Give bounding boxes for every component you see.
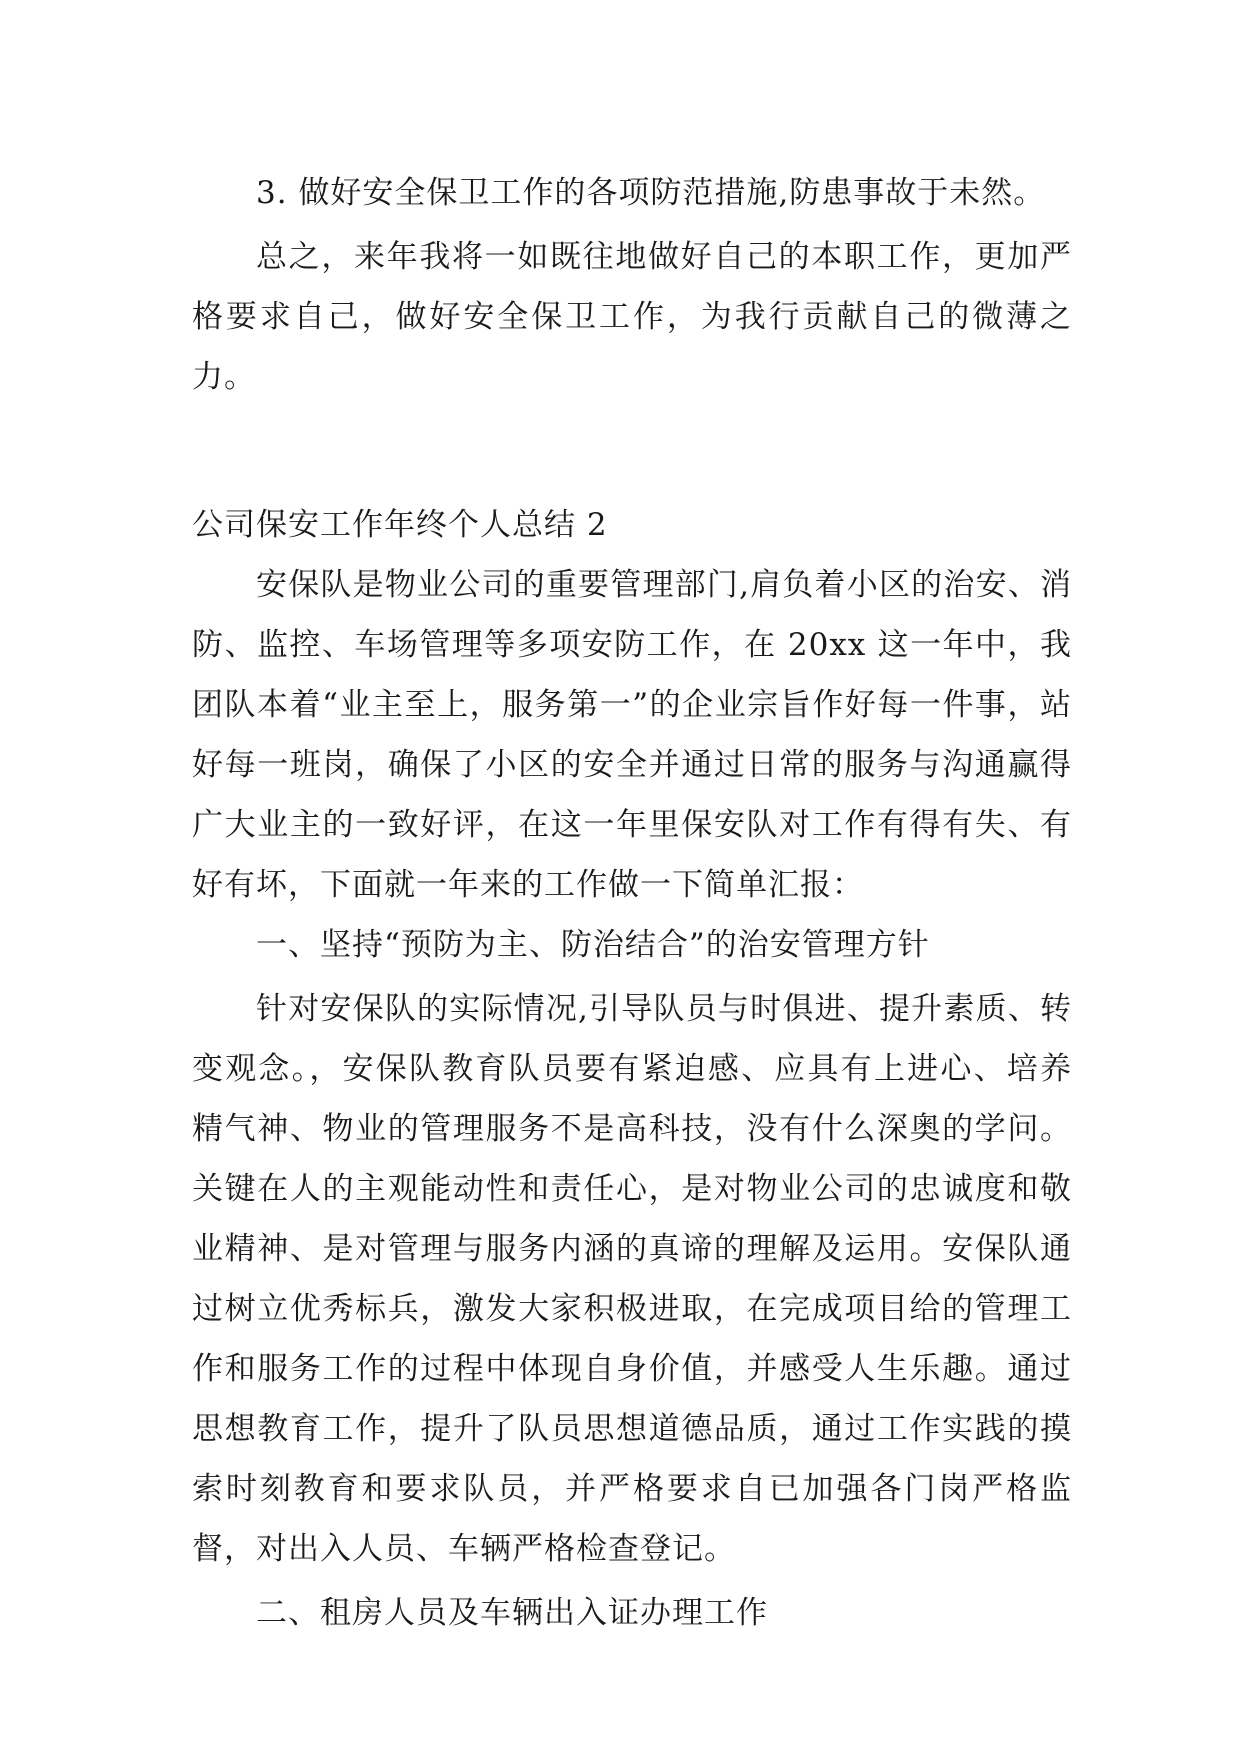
point-2-heading: 二、租房人员及车辆出入证办理工作 bbox=[256, 1595, 768, 1631]
conclusion-paragraph: 总之，来年我将一如既往地做好自己的本职工作，更加严格要求自己，做好安全保卫工作，为我行贡献自己的微薄之力。 bbox=[192, 239, 1072, 395]
intro-paragraph: 安保队是物业公司的重要管理部门,肩负着小区的治安、消防、监控、车场管理等多项安防工作，在 20xx 这一年中，我团队本着“业主至上，服务第一”的企业宗旨作好每一件事，站好每一班岗，确保了小区的安全并通过日常的服务与沟通赢得广大业主的一致好评，在这一年里保安队对工作有得有失、有好有坏，下面就一年来的工作做一下简单汇报： bbox=[192, 567, 1072, 903]
item-3-paragraph: 3. 做好安全保卫工作的各项防范措施,防患事故于未然。 bbox=[256, 175, 1046, 211]
point-1-paragraph: 针对安保队的实际情况,引导队员与时俱进、提升素质、转变观念。，安保队教育队员要有紧迫感、应具有上进心、培养精气神、物业的管理服务不是高科技，没有什么深奥的学问。关键在人的主观能动性和责任心，是对物业公司的忠诚度和敬业精神、是对管理与服务内涵的真谛的理解及运用。安保队通过树立优秀标兵，激发大家积极进取，在完成项目给的管理工作和服务工作的过程中体现自身价值，并感受人生乐趣。通过思想教育工作，提升了队员思想道德品质，通过工作实践的摸索时刻教育和要求队员，并严格要求自已加强各门岗严格监督，对出入人员、车辆严格检查登记。 bbox=[192, 991, 1072, 1567]
section-gap bbox=[192, 407, 1072, 495]
section-title: 公司保安工作年终个人总结 2 bbox=[192, 507, 608, 543]
point-1-heading: 一、坚持“预防为主、防治结合”的治安管理方针 bbox=[256, 927, 930, 963]
document-body bbox=[192, 163, 1072, 1643]
